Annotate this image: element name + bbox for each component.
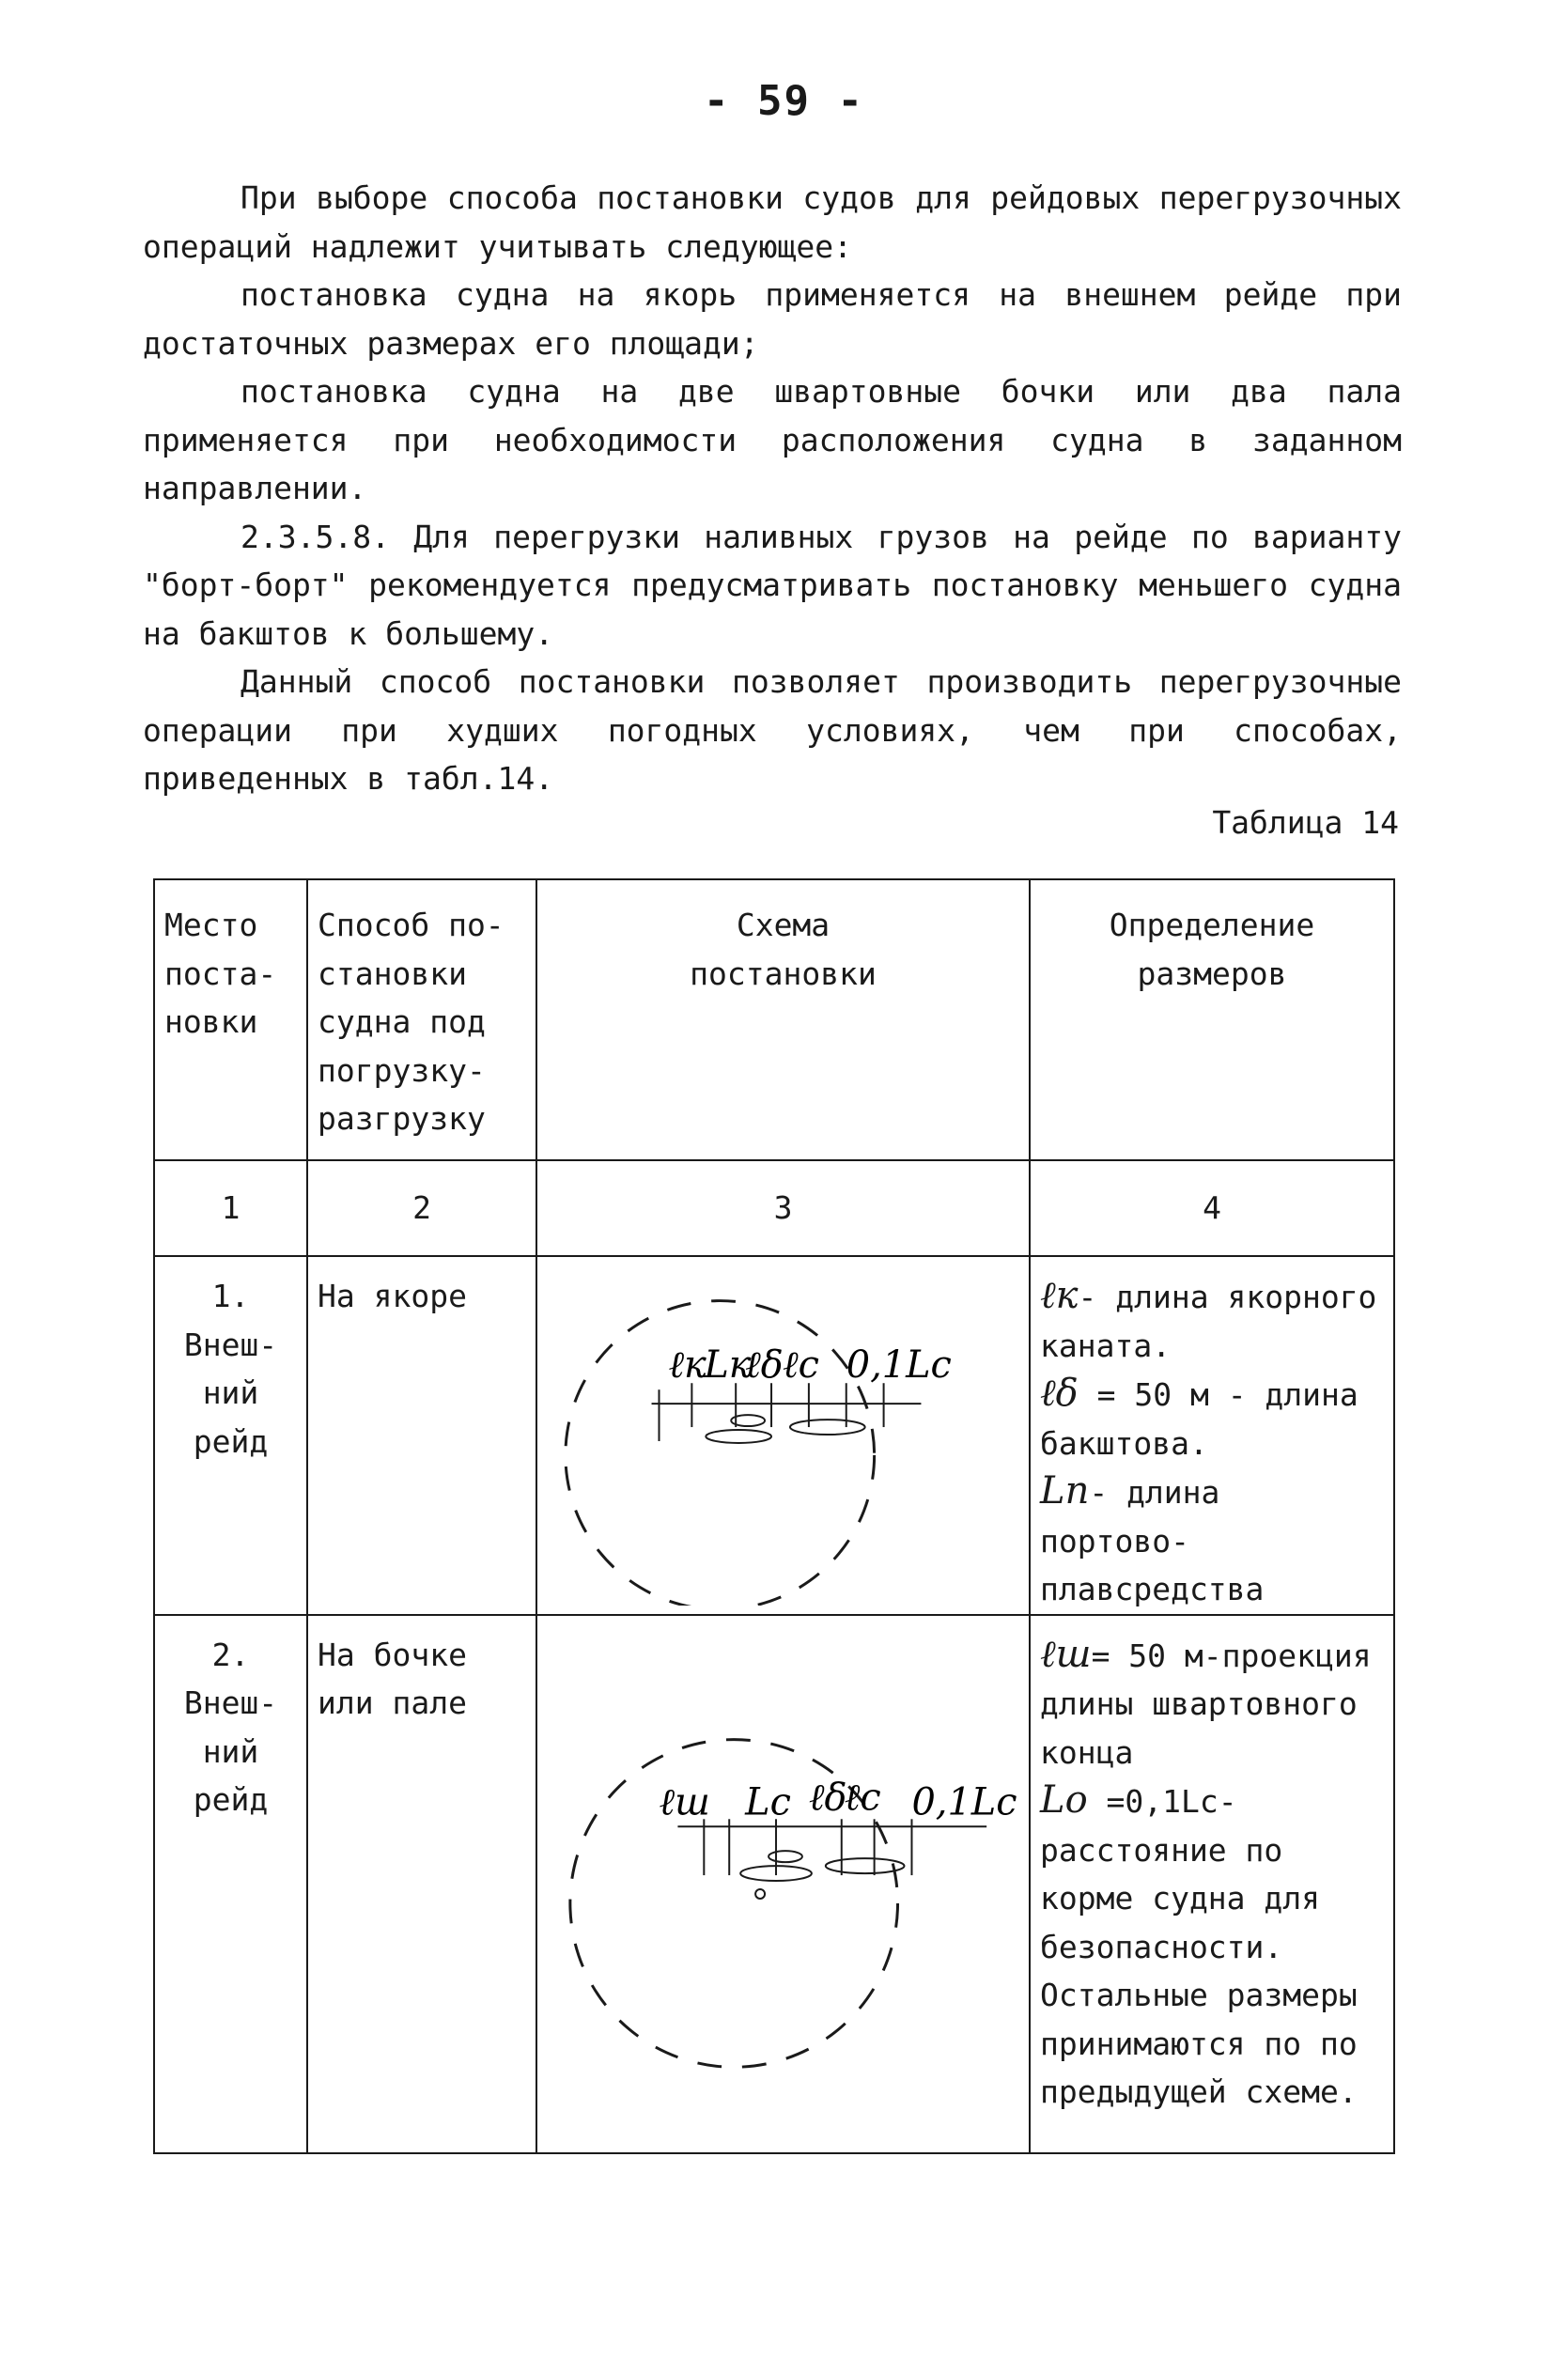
definition-line: [1040, 1467, 1384, 1614]
table-header-row: [154, 879, 1394, 1160]
symbol: ℓк: [1040, 1274, 1079, 1317]
symbol: ℓш: [1040, 1632, 1092, 1676]
method-cell: На бочке или пале: [307, 1615, 536, 2153]
symbol: Lо: [1040, 1778, 1088, 1822]
column-number: 4: [1030, 1160, 1394, 1256]
scheme-label: ℓс: [783, 1343, 819, 1388]
definition-line: [1040, 1971, 1384, 2117]
header-method: [307, 879, 536, 1160]
place-line: ний: [202, 1374, 259, 1411]
place-line: рейд: [193, 1781, 269, 1818]
definitions-cell: [1030, 1256, 1394, 1615]
paragraph-2: постановка судна на якорь применяется на внешнем рейде при достаточных размерах его площади;: [143, 276, 1402, 362]
header-method-line: разгрузку: [318, 1100, 486, 1137]
column-number: 3: [536, 1160, 1030, 1256]
definition-text: Остальные размеры принимаются по по предыдущей схеме.: [1040, 1977, 1358, 2110]
scheme-label: 0,1Lс: [846, 1343, 952, 1388]
header-dimensions-line: размеров: [1137, 954, 1287, 992]
paragraph-4: 2.3.5.8. Для перегрузки наливных грузов на рейде по варианту "борт-борт" рекомендуется предусматривать постановку меньшего судна на бакштов к большему.: [143, 518, 1402, 652]
definition-line: [1040, 1370, 1384, 1467]
header-dimensions: [1030, 879, 1394, 1160]
header-method-line: становки: [318, 954, 467, 992]
scheme-label: ℓк: [668, 1343, 706, 1388]
definition-text: - длина якорного каната.: [1040, 1279, 1377, 1364]
place-cell: [154, 1256, 307, 1615]
scheme-label: ℓс: [844, 1775, 881, 1819]
definition-line: [1040, 1272, 1384, 1370]
scheme-label: Lк: [704, 1343, 752, 1388]
place-cell: [154, 1615, 307, 2153]
scheme-label: ℓδ: [808, 1775, 847, 1819]
header-method-line: судна под: [318, 1003, 486, 1040]
column-number-row: [154, 1160, 1394, 1256]
header-place: [154, 879, 307, 1160]
symbol: ℓδ: [1040, 1372, 1079, 1415]
place-line: ний: [202, 1732, 259, 1770]
symbol: Lп: [1040, 1469, 1090, 1513]
definition-line: [1040, 1631, 1384, 1777]
place-line: 1. Внеш-: [183, 1278, 278, 1363]
anchor-mooring-diagram: [537, 1272, 1029, 1606]
header-scheme-line: постановки: [690, 954, 877, 992]
definition-text: - длина портово-плавсредства: [1040, 1474, 1265, 1607]
paragraph-5: Данный способ постановки позволяет производить перегрузочные операции при худших погодных условиях, чем при способах, приведенных в табл.14.: [143, 663, 1402, 797]
buoy-mooring-diagram: [537, 1631, 1029, 2152]
header-place-line: поста-: [164, 954, 277, 992]
definition-text: = 50 м - длина бакштова.: [1040, 1376, 1358, 1462]
definition-line: [1040, 1777, 1384, 1971]
column-number: 2: [307, 1160, 536, 1256]
header-place-line: Место: [164, 907, 258, 943]
table-caption: Таблица 14: [1212, 804, 1399, 841]
definition-text: = 50 м-проекция длины швартовного конца: [1040, 1637, 1372, 1771]
column-number: 1: [154, 1160, 307, 1256]
header-method-line: погрузку-: [318, 1051, 486, 1089]
table-row: [154, 1256, 1394, 1615]
header-place-line: новки: [164, 1003, 258, 1040]
place-line: рейд: [193, 1422, 269, 1460]
header-dimensions-line: Определение: [1109, 907, 1315, 943]
header-method-line: Способ по-: [318, 907, 505, 943]
definition-text: =0,1Lс-расстояние по корме судна для безопасности.: [1040, 1783, 1321, 1965]
header-scheme: [536, 879, 1030, 1160]
definitions-cell: [1030, 1615, 1394, 2153]
place-line: 2. Внеш-: [183, 1636, 278, 1721]
paragraph-1: При выборе способа постановки судов для рейдовых перегрузочных операций надлежит учитывать следующее:: [143, 179, 1402, 265]
mooring-table: [153, 878, 1395, 2154]
table-row: [154, 1615, 1394, 2153]
scheme-label: Lс: [745, 1779, 791, 1824]
paragraph-3: постановка судна на две швартовные бочки или два пала применяется при необходимости расположения судна в заданном направлении.: [143, 373, 1402, 506]
scheme-label: ℓδ: [745, 1343, 784, 1388]
scheme-cell: [536, 1256, 1030, 1615]
header-scheme-line: Схема: [736, 907, 831, 943]
method-cell: На якоре: [307, 1256, 536, 1615]
scheme-label: 0,1Lс: [911, 1779, 1017, 1824]
scheme-cell: [536, 1615, 1030, 2153]
scheme-label: ℓш: [659, 1779, 710, 1824]
page-number: - 59 -: [704, 77, 864, 125]
body-text: [143, 174, 1402, 803]
